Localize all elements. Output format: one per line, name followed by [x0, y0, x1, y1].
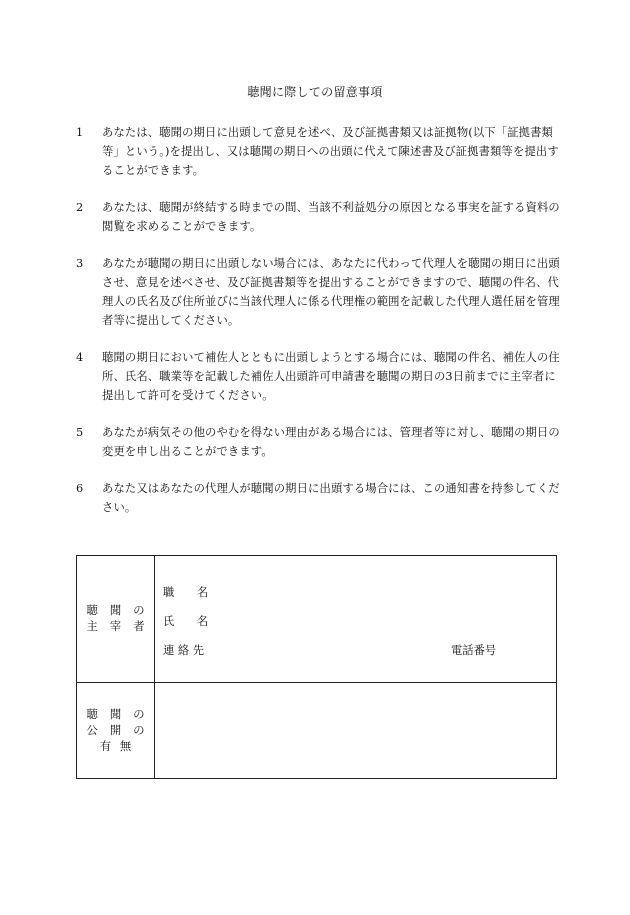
name-line [163, 613, 208, 629]
header-char: 聞 [109, 707, 122, 721]
position-line [163, 584, 208, 600]
header-char: 公 [86, 723, 98, 737]
header-char: の [133, 723, 145, 737]
item-text: あなた又はあなたの代理人が聴聞の期日に出頭する場合には、この通知書を持参してください。 [102, 482, 560, 514]
header-char: 有 [99, 739, 112, 753]
public-header [77, 707, 154, 755]
header-char: 無 [119, 739, 132, 753]
item-number: 6 [76, 482, 84, 495]
item-text: あなたが聴聞の期日に出頭しない場合には、あなたに代わって代理人を聴聞の期日に出頭させ、意見を述べさせ、及び証拠書類等を提出することができますので、聴聞の件名、代理人の氏名及び住所並びに当該代理人に係る代理権の範囲を記載した代理人選任届を管理者等に提出してください。 [102, 257, 560, 327]
header-char: 聴 [86, 604, 98, 617]
list-item [76, 479, 562, 517]
item-text: あなたが病気その他のやむを得ない理由がある場合には、管理者等に対し、聴聞の期日の変更を申し出ることができます。 [102, 426, 560, 458]
item-text: あなたは、聴聞が終結する時までの間、当該不利益処分の原因となる事実を証する資料の閲覧を求めることができます。 [102, 201, 560, 233]
contact-line [163, 642, 204, 658]
item-number: 1 [76, 126, 84, 139]
item-number: 5 [76, 426, 84, 439]
header-char: 者 [133, 620, 145, 633]
header-char: 開 [109, 723, 122, 737]
list-item [76, 348, 562, 405]
item-number: 3 [76, 257, 84, 270]
header-char: の [133, 604, 145, 617]
list-item [76, 254, 562, 330]
header-char: 主 [86, 620, 98, 633]
notice-list [76, 123, 562, 535]
hearing-info-table [76, 555, 557, 779]
presider-details-cell [155, 556, 557, 683]
header-char: の [133, 707, 145, 721]
contact-label: 連 絡 先 [163, 644, 205, 657]
public-header-cell [77, 683, 155, 779]
public-value-cell [155, 683, 557, 779]
item-text: 聴聞の期日において補佐人とともに出頭しようとする場合には、聴聞の件名、補佐人の住所、氏名、職業等を記載した補佐人出頭許可申請書を聴聞の期日の3日前までに主宰者に提出して許可を受けてください。 [102, 351, 560, 402]
item-number: 2 [76, 201, 84, 214]
name-label: 氏 名 [163, 615, 209, 628]
list-item [76, 198, 562, 236]
item-number: 4 [76, 351, 84, 364]
presider-header-cell [77, 556, 155, 683]
presider-header [77, 603, 154, 635]
header-char: 宰 [109, 620, 122, 633]
page-title: 聴聞に際しての留意事項 [247, 85, 383, 99]
list-item [76, 423, 562, 461]
item-text: あなたは、聴聞の期日に出頭して意見を述べ、及び証拠書類又は証拠物(以下「証拠書類等」という。)を提出し、又は聴聞の期日への出頭に代えて陳述書及び証拠書類等を提出することができます。 [102, 126, 559, 177]
list-item [76, 123, 562, 180]
header-char: 聴 [86, 707, 98, 721]
position-label: 職 名 [163, 586, 209, 599]
header-char: 聞 [109, 604, 122, 617]
phone-label: 電話番号 [451, 644, 497, 657]
